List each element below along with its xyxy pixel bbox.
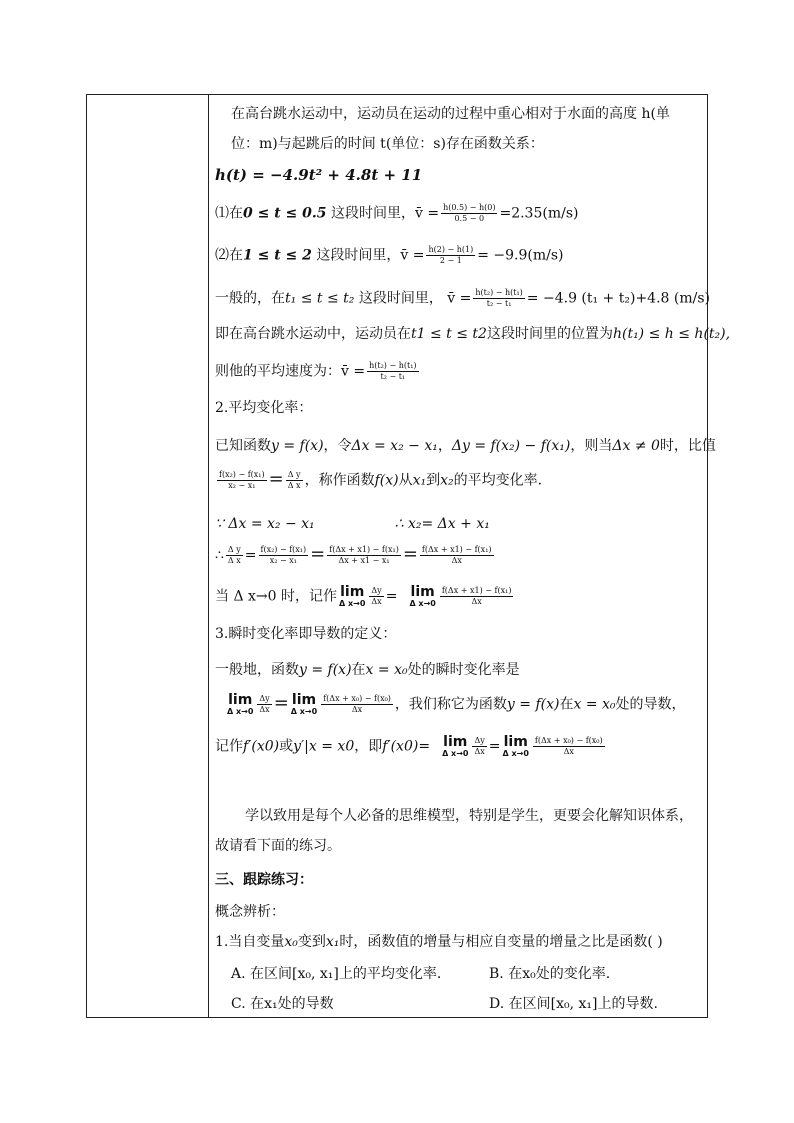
s2-dy: Δ y (287, 470, 301, 479)
chain-line: ∴ $\frac{\text{Δ y}}{\text{Δ x}}$ = $\frac{\text{f(x₂) − f(x₁)}}{\text{x₂ − x₁}}$ = $\frac{\text{f(Δx + x1) − f(x₁)}}{\text{Δx + x1 − x₁}}$ = $\frac{\text{f(Δx + x1) − f(x₁)}}{\Delta x}$ (215, 543, 492, 565)
s3-dy2: Δy (474, 736, 485, 745)
position-inequality: h(t₁) ≤ h ≤ h(t₂), (612, 326, 731, 342)
avg-speed-numerator: h(t₂) − h(t₁) (369, 361, 417, 370)
s2-ratio-fraction (217, 470, 267, 491)
s3-g-num2: f(Δx + x₀) − f(x₀) (534, 736, 603, 745)
s3-lim3-sub: Δ x→0 (442, 749, 469, 758)
s2-nonzero: Δx ≠ 0 (612, 438, 660, 454)
section2-heading: 2.平均变化率： (215, 400, 313, 416)
case2-prefix: ⑵在 (215, 247, 243, 264)
s2-x2: x₂ (440, 472, 454, 489)
s3-func: y = f(x) (299, 662, 352, 678)
because-statement: ∵ Δx = x₂ − x₁ (215, 516, 315, 532)
limit1-g-frac (440, 586, 514, 607)
s2-text-end: 的平均变化率. (453, 472, 543, 489)
limit1-lim2-word: lim (410, 584, 435, 600)
case1-line (215, 203, 578, 224)
case1-fraction (441, 203, 497, 224)
s3-derivative-eq: f′(x0)= (382, 738, 431, 755)
s3-g-frac2 (533, 736, 605, 757)
section3-line3 (215, 735, 607, 758)
option-c: C. 在x₁处的导数 (231, 996, 334, 1012)
s2-text-e: ， (437, 438, 452, 454)
s2-delta-x: Δx = x₂ − x₁ (351, 438, 438, 454)
case2-line (215, 245, 564, 266)
s2-dydx-fraction (286, 470, 303, 491)
option-d: D. 在区间[x₀, x₁]上的导数. (489, 996, 658, 1012)
s3-dy: Δy (259, 694, 270, 703)
case1-mid: 这段时间里，v̄ = (326, 205, 440, 222)
limit1-lim2-sub: Δ x→0 (409, 599, 436, 608)
section3-line1 (215, 661, 520, 679)
s2-dx: Δ x (287, 481, 301, 490)
limit1-dx: Δx (371, 597, 382, 606)
s3-text-e: 处的瞬时变化率是 (407, 662, 520, 678)
s3-text-a: 一般地，函数 (215, 662, 299, 678)
s3-func2: y = f(x) (506, 696, 560, 713)
section3-line2 (225, 693, 686, 716)
s2-text-a: 已知函数 (215, 438, 271, 454)
option-a: A. 在区间[x₀, x₁]上的平均变化率. (231, 966, 442, 982)
general-result: = −4.9 (t₁ + t₂)+4.8 (m/s) (526, 290, 710, 307)
s3-lim4 (503, 735, 529, 758)
intro-line2: 位：m)与起跳后的时间 t(单位：s)存在函数关系： (231, 136, 544, 152)
s3-text-l2c: 在 (559, 696, 574, 713)
case2-mid: 这段时间里，v̄ = (311, 247, 425, 264)
closing-line1: 学以致用是每个人必备的思维模型，特别是学生，更要会化解知识体系， (245, 808, 693, 824)
s3-equals2: = (488, 738, 501, 755)
chain-a-num: Δ y (227, 545, 241, 554)
s3-lim4-word: lim (503, 734, 528, 750)
s2-text-c: ，令 (323, 438, 352, 454)
content-cell (215, 95, 731, 1017)
case2-numerator: h(2) − h(1) (428, 245, 474, 254)
position-range: t1 ≤ t ≤ t2 (411, 326, 487, 342)
s3-dx: Δx (259, 705, 270, 714)
chain-frac-d (420, 545, 494, 566)
general-numerator: h(t₂) − h(t₁) (475, 288, 523, 297)
s3-text-c: 在 (351, 662, 366, 678)
section3-heading: 3.瞬时变化率即导数的定义： (215, 626, 397, 642)
s3-point2: x = x₀ (573, 696, 616, 713)
s3-dx2: Δx (474, 747, 485, 756)
section2-line1 (215, 437, 716, 455)
s2-ratio-denominator: x₂ − x₁ (228, 481, 256, 490)
limit1-dy: Δy (371, 586, 382, 595)
s3-text-or: 或 (279, 738, 294, 755)
s3-lim2-word: lim (291, 692, 317, 708)
section4-subheading: 概念辨析： (215, 904, 285, 920)
chain-frac-c (327, 545, 401, 566)
s3-lim2 (291, 693, 317, 716)
limit1-lim (339, 585, 365, 608)
general-prefix: 一般的，在 (215, 290, 285, 307)
s3-lim (227, 693, 253, 716)
general-range: t₁ ≤ t ≤ t₂ (285, 290, 355, 307)
case2-range: 1 ≤ t ≤ 2 (243, 247, 312, 264)
case1-numerator: h(0.5) − h(0) (443, 203, 496, 212)
case1-denominator: 0.5 − 0 (454, 214, 485, 223)
case2-fraction (426, 245, 475, 266)
since-line (215, 515, 490, 533)
position-text2: 这段时间里的位置为 (486, 326, 613, 342)
section4-heading: 三、跟踪练习： (215, 872, 313, 888)
case2-result: = −9.9(m/s) (477, 247, 564, 264)
s3-text-l2e: 处的导数， (615, 696, 686, 713)
q1-x1: x₁ (325, 934, 340, 950)
s2-func: y = f(x) (271, 438, 324, 454)
s3-lim2-sub: Δ x→0 (290, 707, 318, 716)
chain-b-num: f(x₂) − f(x₁) (260, 545, 307, 554)
s3-lim3-word: lim (443, 734, 468, 750)
s3-dydx2 (472, 736, 486, 757)
s3-g-num: f(Δx + x₀) − f(x₀) (323, 694, 391, 703)
s3-lim3 (442, 735, 468, 758)
s3-derivative: f′(x0) (243, 738, 280, 755)
chain-c-num: f(Δx + x1) − f(x₁) (329, 545, 399, 554)
s3-text-l2a: ，我们称它为函数 (394, 696, 507, 713)
s2-delta-y: Δy = f(x₂) − f(x₁) (451, 438, 571, 454)
s2-x1: x₁ (412, 472, 427, 489)
chain-b-den: x₂ − x₁ (269, 556, 297, 565)
q1-text-c: 变到 (297, 934, 326, 950)
therefore-statement: ∴ x₂= Δx + x₁ (394, 516, 490, 532)
option-b: B. 在x₀处的变化率. (489, 966, 611, 982)
general-denominator: t₂ − t₁ (486, 299, 512, 308)
s3-lim4-sub: Δ x→0 (502, 749, 529, 758)
table-frame (86, 94, 731, 1018)
section2-line2 (215, 470, 542, 491)
chain-d-den: Δx (451, 556, 462, 565)
s3-g-frac (321, 694, 393, 715)
closing-line2: 故请看下面的练习。 (215, 838, 341, 854)
s2-text-from: 从 (398, 472, 413, 489)
chain-frac-a (226, 545, 243, 566)
height-formula: h(t) = −4.9t² + 4.8t + 11 (215, 166, 423, 184)
s3-lim-word: lim (228, 692, 253, 708)
column-divider (208, 95, 209, 1017)
case1-result: =2.35(m/s) (499, 205, 579, 222)
position-line (215, 325, 730, 343)
avg-speed-text: 则他的平均速度为：v̄ = (215, 363, 366, 380)
limit1-dydx (369, 586, 383, 607)
intro-line1: 在高台跳水运动中，运动员在运动的过程中重心相对于水面的高度 h(单 (231, 106, 670, 122)
general-line (215, 288, 710, 309)
limit1-line (215, 585, 515, 608)
limit1-g-num: f(Δx + x1) − f(x₁) (441, 586, 512, 595)
s3-text-ie: ，即 (354, 738, 383, 755)
general-fraction (473, 288, 524, 309)
q1-x0: x₀ (284, 934, 298, 950)
s3-equals: = (273, 692, 289, 714)
limit1-text: 当 Δ x→0 时，记作 (215, 588, 337, 605)
position-text: 即在高台跳水运动中，运动员在 (215, 326, 411, 342)
q1-text-a: 1.当自变量 (215, 934, 285, 950)
s3-g-den2: Δx (563, 747, 574, 756)
s3-point: x = x₀ (365, 662, 408, 678)
avg-speed-denominator: t₂ − t₁ (380, 372, 406, 381)
s3-g-den: Δx (351, 705, 363, 714)
question1 (215, 933, 663, 951)
avg-speed-line (215, 361, 421, 382)
s3-text-l3a: 记作 (215, 738, 243, 755)
s2-equals: = (268, 468, 284, 490)
chain-frac-b (259, 545, 309, 566)
chain-d-num: f(Δx + x1) − f(x₁) (421, 545, 492, 554)
limit1-lim-word: lim (340, 584, 365, 600)
limit1-lim-sub: Δ x→0 (339, 599, 366, 608)
case1-range: 0 ≤ t ≤ 0.5 (243, 205, 327, 222)
avg-speed-fraction (367, 361, 418, 382)
s3-lim-sub: Δ x→0 (227, 707, 254, 716)
s2-ratio-numerator: f(x₂) − f(x₁) (219, 470, 265, 479)
s3-yprime: y′|x = x0 (293, 738, 355, 755)
limit1-g-den: Δx (471, 597, 482, 606)
s3-dydx (257, 694, 271, 715)
chain-c-den: Δx + x1 − x₁ (338, 556, 390, 565)
general-mid: 这段时间里， v̄ = (354, 290, 472, 307)
chain-therefore: ∴ (215, 547, 224, 564)
s2-text-l2: ，称作函数 (304, 472, 375, 489)
limit1-lim2 (409, 585, 435, 608)
chain-a-den: Δ x (227, 556, 241, 565)
s2-text-g: ，则当 (570, 438, 613, 454)
s2-fx: f(x) (374, 472, 399, 489)
limit1-equals: = (385, 588, 398, 605)
case1-prefix: ⑴在 (215, 205, 243, 222)
s2-text-i: 时，比值 (659, 438, 716, 454)
case2-denominator: 2 − 1 (439, 256, 462, 265)
s2-text-to: 到 (426, 472, 441, 489)
q1-text-e: 时，函数值的增量与相应自变量的增量之比是函数( ) (339, 934, 663, 950)
